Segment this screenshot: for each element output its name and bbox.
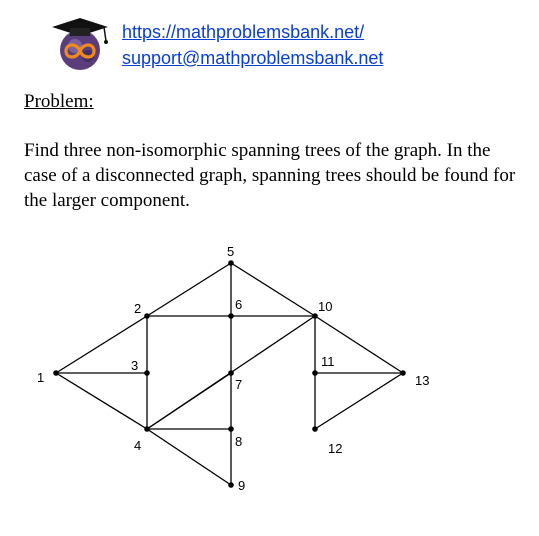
graph-vertices	[53, 260, 406, 488]
vertex-3	[144, 370, 150, 376]
vertex-label-1: 1	[37, 370, 45, 385]
vertex-label-13: 13	[415, 373, 430, 388]
edge-12-13	[315, 373, 403, 429]
vertex-label-5: 5	[227, 244, 235, 259]
vertex-5	[228, 260, 234, 266]
edge-5-10	[231, 263, 315, 316]
vertex-label-4: 4	[134, 438, 142, 453]
vertex-11	[312, 370, 318, 376]
vertex-9	[228, 482, 234, 488]
vertex-label-3: 3	[131, 358, 139, 373]
vertex-4	[144, 426, 150, 432]
vertex-label-8: 8	[235, 434, 243, 449]
edge-1-4	[56, 373, 147, 429]
edge-2-5	[147, 263, 231, 316]
vertex-7	[228, 370, 234, 376]
vertex-2	[144, 313, 150, 319]
vertex-label-7: 7	[235, 377, 243, 392]
graph-vertex-labels	[37, 244, 429, 493]
vertex-label-12: 12	[328, 441, 343, 456]
edge-4-9	[147, 429, 231, 485]
site-link[interactable]: https://mathproblemsbank.net/	[122, 22, 365, 42]
vertex-6	[228, 313, 234, 319]
problem-statement: Find three non-isomorphic spanning trees of the graph. In the case of a disconnected graph, spanning trees should be found for the larger component.	[24, 140, 516, 211]
vertex-label-9: 9	[238, 478, 246, 493]
support-email-link[interactable]: support@mathproblemsbank.net	[122, 48, 384, 68]
vertex-8	[228, 426, 234, 432]
vertex-label-6: 6	[235, 297, 243, 312]
vertex-1	[53, 370, 59, 376]
vertex-13	[400, 370, 406, 376]
vertex-label-2: 2	[134, 301, 142, 316]
vertex-12	[312, 426, 318, 432]
vertex-label-11: 11	[321, 354, 335, 369]
vertex-10	[312, 313, 318, 319]
vertex-label-10: 10	[318, 299, 333, 314]
problem-heading: Problem:	[24, 91, 94, 112]
